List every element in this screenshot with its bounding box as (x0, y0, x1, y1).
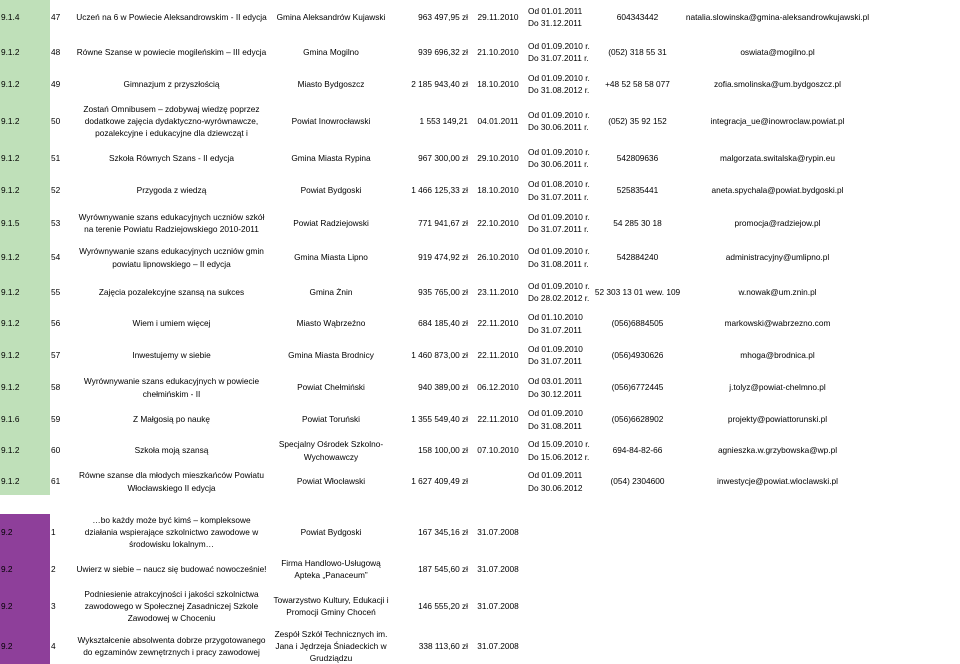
period-to: Do 31.07.2011 r. (528, 224, 589, 234)
signing-date: 31.07.2008 (477, 564, 519, 575)
project-number: 51 (51, 152, 61, 163)
period-to: Do 31.07.2011 r. (528, 191, 589, 202)
project-title: Równe szanse dla młodych mieszkańców Powiatu Włocławskiego II edycja (79, 470, 264, 493)
project-title: Wyrównywanie szans edukacyjnych uczniów gmin powiatu lipnowskiego – II edycja (79, 246, 264, 269)
period-from: Od 15.09.2010 r. (528, 439, 590, 450)
table-row (0, 144, 960, 172)
project-title: Równe Szanse w powiecie mogileńskim – III edycja (76, 46, 267, 57)
beneficiary: Powiat Chełmiński (297, 382, 365, 393)
email: agnieszka.w.grzybowska@wp.pl (717, 445, 838, 456)
phone: (056)6628902 (611, 414, 664, 425)
measure-code: 9.2 (0, 514, 50, 550)
signing-date: 18.10.2010 (477, 185, 519, 196)
email: malgorzata.switalska@rypin.eu (720, 152, 835, 163)
measure-code: 9.1.2 (0, 38, 50, 66)
project-number: 49 (51, 78, 61, 89)
amount: 1 553 149,21 (419, 115, 468, 126)
email: w.nowak@um.znin.pl (738, 286, 817, 297)
signing-date: 22.10.2010 (477, 217, 519, 228)
project-number: 2 (51, 564, 56, 575)
amount: 963 497,95 zł (418, 11, 468, 22)
period-to: Do 31.08.2012 r. (528, 85, 590, 95)
implementation-period (527, 468, 591, 495)
period-to: Do 15.06.2012 r. (528, 451, 590, 462)
beneficiary: Powiat Bydgoski (300, 527, 362, 538)
signing-date: 04.01.2011 (477, 115, 519, 126)
project-title: Przygoda z wiedzą (136, 185, 207, 196)
project-title: …bo każdy może być kimś – kompleksowe działania wspierające szkolnictwo zawodowe w środowisku lokalnym… (84, 515, 259, 550)
amount: 2 185 943,40 zł (411, 78, 468, 89)
amount: 940 389,00 zł (418, 382, 468, 393)
period-to: Do 31.12.2011 (528, 18, 582, 28)
phone: +48 52 58 58 077 (605, 78, 670, 89)
amount: 167 345,16 zł (418, 527, 468, 538)
period-from: Od 01.09.2010 r. (528, 72, 590, 83)
implementation-period (527, 70, 591, 98)
phone: 525835441 (616, 185, 659, 196)
email: markowski@wabrzezno.com (724, 318, 831, 329)
table-row (0, 554, 960, 584)
empty-cell (527, 588, 960, 624)
project-number: 4 (51, 641, 56, 652)
phone: (056)6884505 (611, 318, 664, 329)
project-number: 57 (51, 349, 61, 360)
beneficiary: Gmina Żnin (309, 286, 353, 297)
beneficiary: Powiat Inowrocławski (291, 115, 371, 126)
empty-cell (527, 554, 960, 584)
project-title: Zostań Omnibusem – zdobywaj wiedzę poprzez dodatkowe zajęcia dydaktyczno-wyrównawcze, pozalekcyjne i edukacyjne dla dziewcząt i (83, 103, 260, 138)
signing-date: 31.07.2008 (477, 527, 519, 538)
signing-date (469, 468, 527, 495)
implementation-period (527, 241, 591, 274)
amount: 1 627 409,49 zł (411, 476, 468, 487)
project-number: 47 (51, 11, 61, 22)
beneficiary: Miasto Bydgoszcz (297, 78, 365, 89)
table-row (0, 0, 960, 34)
period-to: Do 30.06.2012 (528, 482, 583, 493)
beneficiary: Gmina Miasta Brodnicy (288, 349, 374, 360)
amount: 158 100,00 zł (418, 445, 468, 456)
amount: 1 460 873,00 zł (411, 349, 468, 360)
measure-code: 9.1.2 (0, 341, 50, 369)
phone: (052) 35 92 152 (608, 115, 667, 126)
measure-code: 9.2 (0, 588, 50, 624)
table-row (0, 406, 960, 433)
project-number: 1 (51, 527, 56, 538)
project-number: 60 (51, 445, 61, 456)
email: inwestycje@powiat.wloclawski.pl (717, 476, 838, 487)
table-row (0, 468, 960, 495)
table-row (0, 373, 960, 402)
measure-code: 9.1.6 (0, 406, 50, 433)
project-title: Z Małgosią po naukę (132, 414, 211, 425)
implementation-period (527, 102, 591, 140)
amount: 146 555,20 zł (418, 601, 468, 612)
measure-code: 9.1.2 (0, 241, 50, 274)
signing-date: 06.12.2010 (477, 382, 519, 393)
empty-cell (527, 628, 960, 664)
measure-code: 9.1.2 (0, 144, 50, 172)
period-to: Do 31.08.2011 r. (528, 258, 589, 269)
phone: (056)6772445 (611, 382, 664, 393)
table-row (0, 70, 960, 98)
amount: 939 696,32 zł (418, 46, 468, 57)
project-title: Gimnazjum z przyszłością (123, 78, 220, 89)
project-number: 55 (51, 286, 61, 297)
email: administracyjny@umlipno.pl (725, 252, 830, 263)
measure-code: 9.1.2 (0, 437, 50, 464)
measure-code: 9.1.2 (0, 278, 50, 306)
signing-date: 29.10.2010 (477, 152, 519, 163)
phone: 52 303 13 01 wew. 109 (594, 286, 681, 297)
email: promocja@radziejow.pl (734, 217, 821, 228)
project-title: Wykształcenie absolwenta dobrze przygotowanego do egzaminów zewnętrznych i pracy zawodowej (77, 635, 266, 658)
table-row (0, 588, 960, 624)
measure-code: 9.1.4 (0, 0, 50, 34)
signing-date: 23.11.2010 (477, 286, 519, 297)
email: mhoga@brodnica.pl (740, 349, 815, 360)
email: oswiata@mogilno.pl (740, 46, 815, 57)
period-from: Od 01.09.2010 r. (528, 40, 590, 51)
implementation-period (527, 176, 591, 205)
phone: 542809636 (616, 152, 659, 163)
project-title: Podniesienie atrakcyjności i jakości szkolnictwa zawodowego w Społecznej Zasadniczej Szkole Zawodowej w Choceniu (84, 589, 259, 624)
email: integracja_ue@inowroclaw.powiat.pl (710, 115, 845, 126)
period-from: Od 01.01.2011 (528, 5, 583, 16)
project-number: 61 (51, 476, 61, 487)
project-title: Zajęcia pozalekcyjne szansą na sukces (98, 286, 245, 297)
period-to: Do 31.08.2011 (528, 420, 582, 431)
implementation-period (527, 278, 591, 306)
period-from: Od 01.09.2010 r. (528, 146, 590, 157)
period-from: Od 01.09.2010 r. (528, 280, 590, 291)
implementation-period (527, 38, 591, 66)
amount: 935 765,00 zł (418, 286, 468, 297)
project-title: Uczeń na 6 w Powiecie Aleksandrowskim - II edycja (76, 11, 267, 22)
project-title: Wiem i umiem więcej (132, 318, 211, 329)
measure-code: 9.2 (0, 554, 50, 584)
implementation-period (527, 341, 591, 369)
project-number: 56 (51, 318, 61, 329)
signing-date: 29.11.2010 (477, 11, 519, 22)
period-from: Od 01.09.2010 r. (528, 109, 590, 120)
email: j.tolyz@powiat-chelmno.pl (729, 382, 826, 393)
table-row (0, 176, 960, 205)
period-from: Od 01.08.2010 r. (528, 179, 590, 190)
project-number: 58 (51, 382, 61, 393)
beneficiary: Zespół Szkół Technicznych im. Jana i Jędrzeja Śniadeckich w Grudziądzu (274, 629, 388, 664)
phone: (056)4930626 (611, 349, 664, 360)
table-row (0, 241, 960, 274)
table-row (0, 514, 960, 550)
phone: 542884240 (616, 252, 659, 263)
amount: 1 355 549,40 zł (411, 414, 468, 425)
period-from: Od 01.09.2010 (528, 408, 583, 419)
table-row (0, 102, 960, 140)
table-row (0, 310, 960, 337)
email: aneta.spychala@powiat.bydgoski.pl (711, 185, 844, 196)
beneficiary: Powiat Bydgoski (300, 185, 362, 196)
implementation-period (527, 209, 591, 237)
project-number: 59 (51, 414, 61, 425)
amount: 919 474,92 zł (418, 252, 468, 263)
amount: 187 545,60 zł (418, 564, 468, 575)
amount: 967 300,00 zł (418, 152, 468, 163)
measure-code: 9.1.5 (0, 209, 50, 237)
period-from: Od 01.09.2011 (528, 470, 583, 481)
phone: 694-84-82-66 (612, 445, 663, 456)
beneficiary: Powiat Toruński (302, 414, 360, 425)
table-row (0, 209, 960, 237)
signing-date: 26.10.2010 (477, 252, 519, 263)
beneficiary: Miasto Wąbrzeźno (296, 318, 366, 329)
project-number: 53 (51, 217, 61, 228)
measure-code: 9.1.2 (0, 102, 50, 140)
project-number: 54 (51, 252, 61, 263)
email: zofia.smolinska@um.bydgoszcz.pl (714, 78, 841, 89)
beneficiary: Powiat Włocławski (296, 476, 366, 487)
period-from: Od 01.09.2010 (528, 343, 583, 354)
implementation-period (527, 437, 591, 464)
signing-date: 31.07.2008 (477, 641, 519, 652)
beneficiary: Specjalny Ośrodek Szkolno-Wychowawczy (278, 439, 384, 462)
amount: 338 113,60 zł (418, 641, 468, 652)
project-title: Uwierz w siebie – naucz się budować nowocześnie! (76, 564, 267, 575)
email: natalia.slowinska@gmina-aleksandrowkujawski.pl (685, 11, 870, 22)
project-title: Szkoła moją szansą (134, 445, 209, 456)
table-row (0, 437, 960, 464)
phone: (052) 318 55 31 (608, 46, 667, 57)
signing-date: 07.10.2010 (477, 445, 519, 456)
measure-code: 9.1.2 (0, 176, 50, 205)
period-from: Od 01.10.2010 (528, 312, 583, 323)
implementation-period (527, 406, 591, 433)
period-to: Do 30.12.2011 (528, 388, 582, 399)
measure-code: 9.2 (0, 628, 50, 664)
project-title: Wyrównywanie szans edukacyjnych uczniów szkół na terenie Powiatu Radziejowskiego 2010-2011 (78, 211, 265, 234)
beneficiary: Powiat Radziejowski (293, 217, 369, 228)
table-row (0, 628, 960, 664)
implementation-period (527, 310, 591, 337)
beneficiary: Gmina Miasta Lipno (294, 252, 368, 263)
period-from: Od 01.09.2010 r. (528, 246, 590, 257)
period-to: Do 31.07.2011 r. (528, 53, 589, 63)
section-9-2-table (0, 514, 960, 664)
signing-date: 22.11.2010 (477, 318, 519, 329)
period-from: Od 03.01.2011 (528, 376, 583, 387)
project-title: Inwestujemy w siebie (132, 349, 211, 360)
email: projekty@powiattorunski.pl (727, 414, 828, 425)
beneficiary: Gmina Miasta Rypina (291, 152, 371, 163)
beneficiary: Gmina Aleksandrów Kujawski (276, 11, 386, 22)
period-to: Do 31.07.2011 (528, 356, 582, 366)
phone: 604343442 (616, 11, 659, 22)
period-to: Do 30.06.2011 r. (528, 122, 589, 132)
period-from: Od 01.09.2010 r. (528, 211, 590, 222)
signing-date: 21.10.2010 (477, 46, 519, 57)
beneficiary: Firma Handlowo-Usługową Apteka „Panaceum” (281, 558, 381, 581)
period-to: Do 31.07.2011 (528, 324, 582, 335)
project-number: 50 (51, 115, 61, 126)
project-number: 52 (51, 185, 61, 196)
measure-code: 9.1.2 (0, 468, 50, 495)
implementation-period (527, 373, 591, 402)
beneficiary: Towarzystwo Kultury, Edukacji i Promocji Gminy Choceń (273, 595, 389, 618)
table-row (0, 341, 960, 369)
phone: (054) 2304600 (610, 476, 665, 487)
measure-code: 9.1.2 (0, 310, 50, 337)
period-to: Do 30.06.2011 r. (528, 159, 589, 169)
amount: 684 185,40 zł (418, 318, 468, 329)
table-row (0, 38, 960, 66)
signing-date: 18.10.2010 (477, 78, 519, 89)
signing-date: 22.11.2010 (477, 414, 519, 425)
period-to: Do 28.02.2012 r. (528, 293, 590, 303)
table-row (0, 278, 960, 306)
phone: 54 285 30 18 (613, 217, 662, 228)
amount: 771 941,67 zł (418, 217, 468, 228)
empty-cell (527, 514, 960, 550)
signing-date: 22.11.2010 (477, 349, 519, 360)
measure-code: 9.1.2 (0, 70, 50, 98)
project-title: Wyrównywanie szans edukacyjnych w powiecie chełmińskim - II (83, 376, 260, 399)
implementation-period (527, 144, 591, 172)
implementation-period (527, 0, 591, 34)
project-number: 48 (51, 46, 61, 57)
measure-code: 9.1.2 (0, 373, 50, 402)
project-title: Szkoła Równych Szans - II edycja (109, 152, 234, 163)
amount: 1 466 125,33 zł (411, 185, 468, 196)
project-number: 3 (51, 601, 56, 612)
signing-date: 31.07.2008 (477, 601, 519, 612)
beneficiary: Gmina Mogilno (303, 46, 359, 57)
